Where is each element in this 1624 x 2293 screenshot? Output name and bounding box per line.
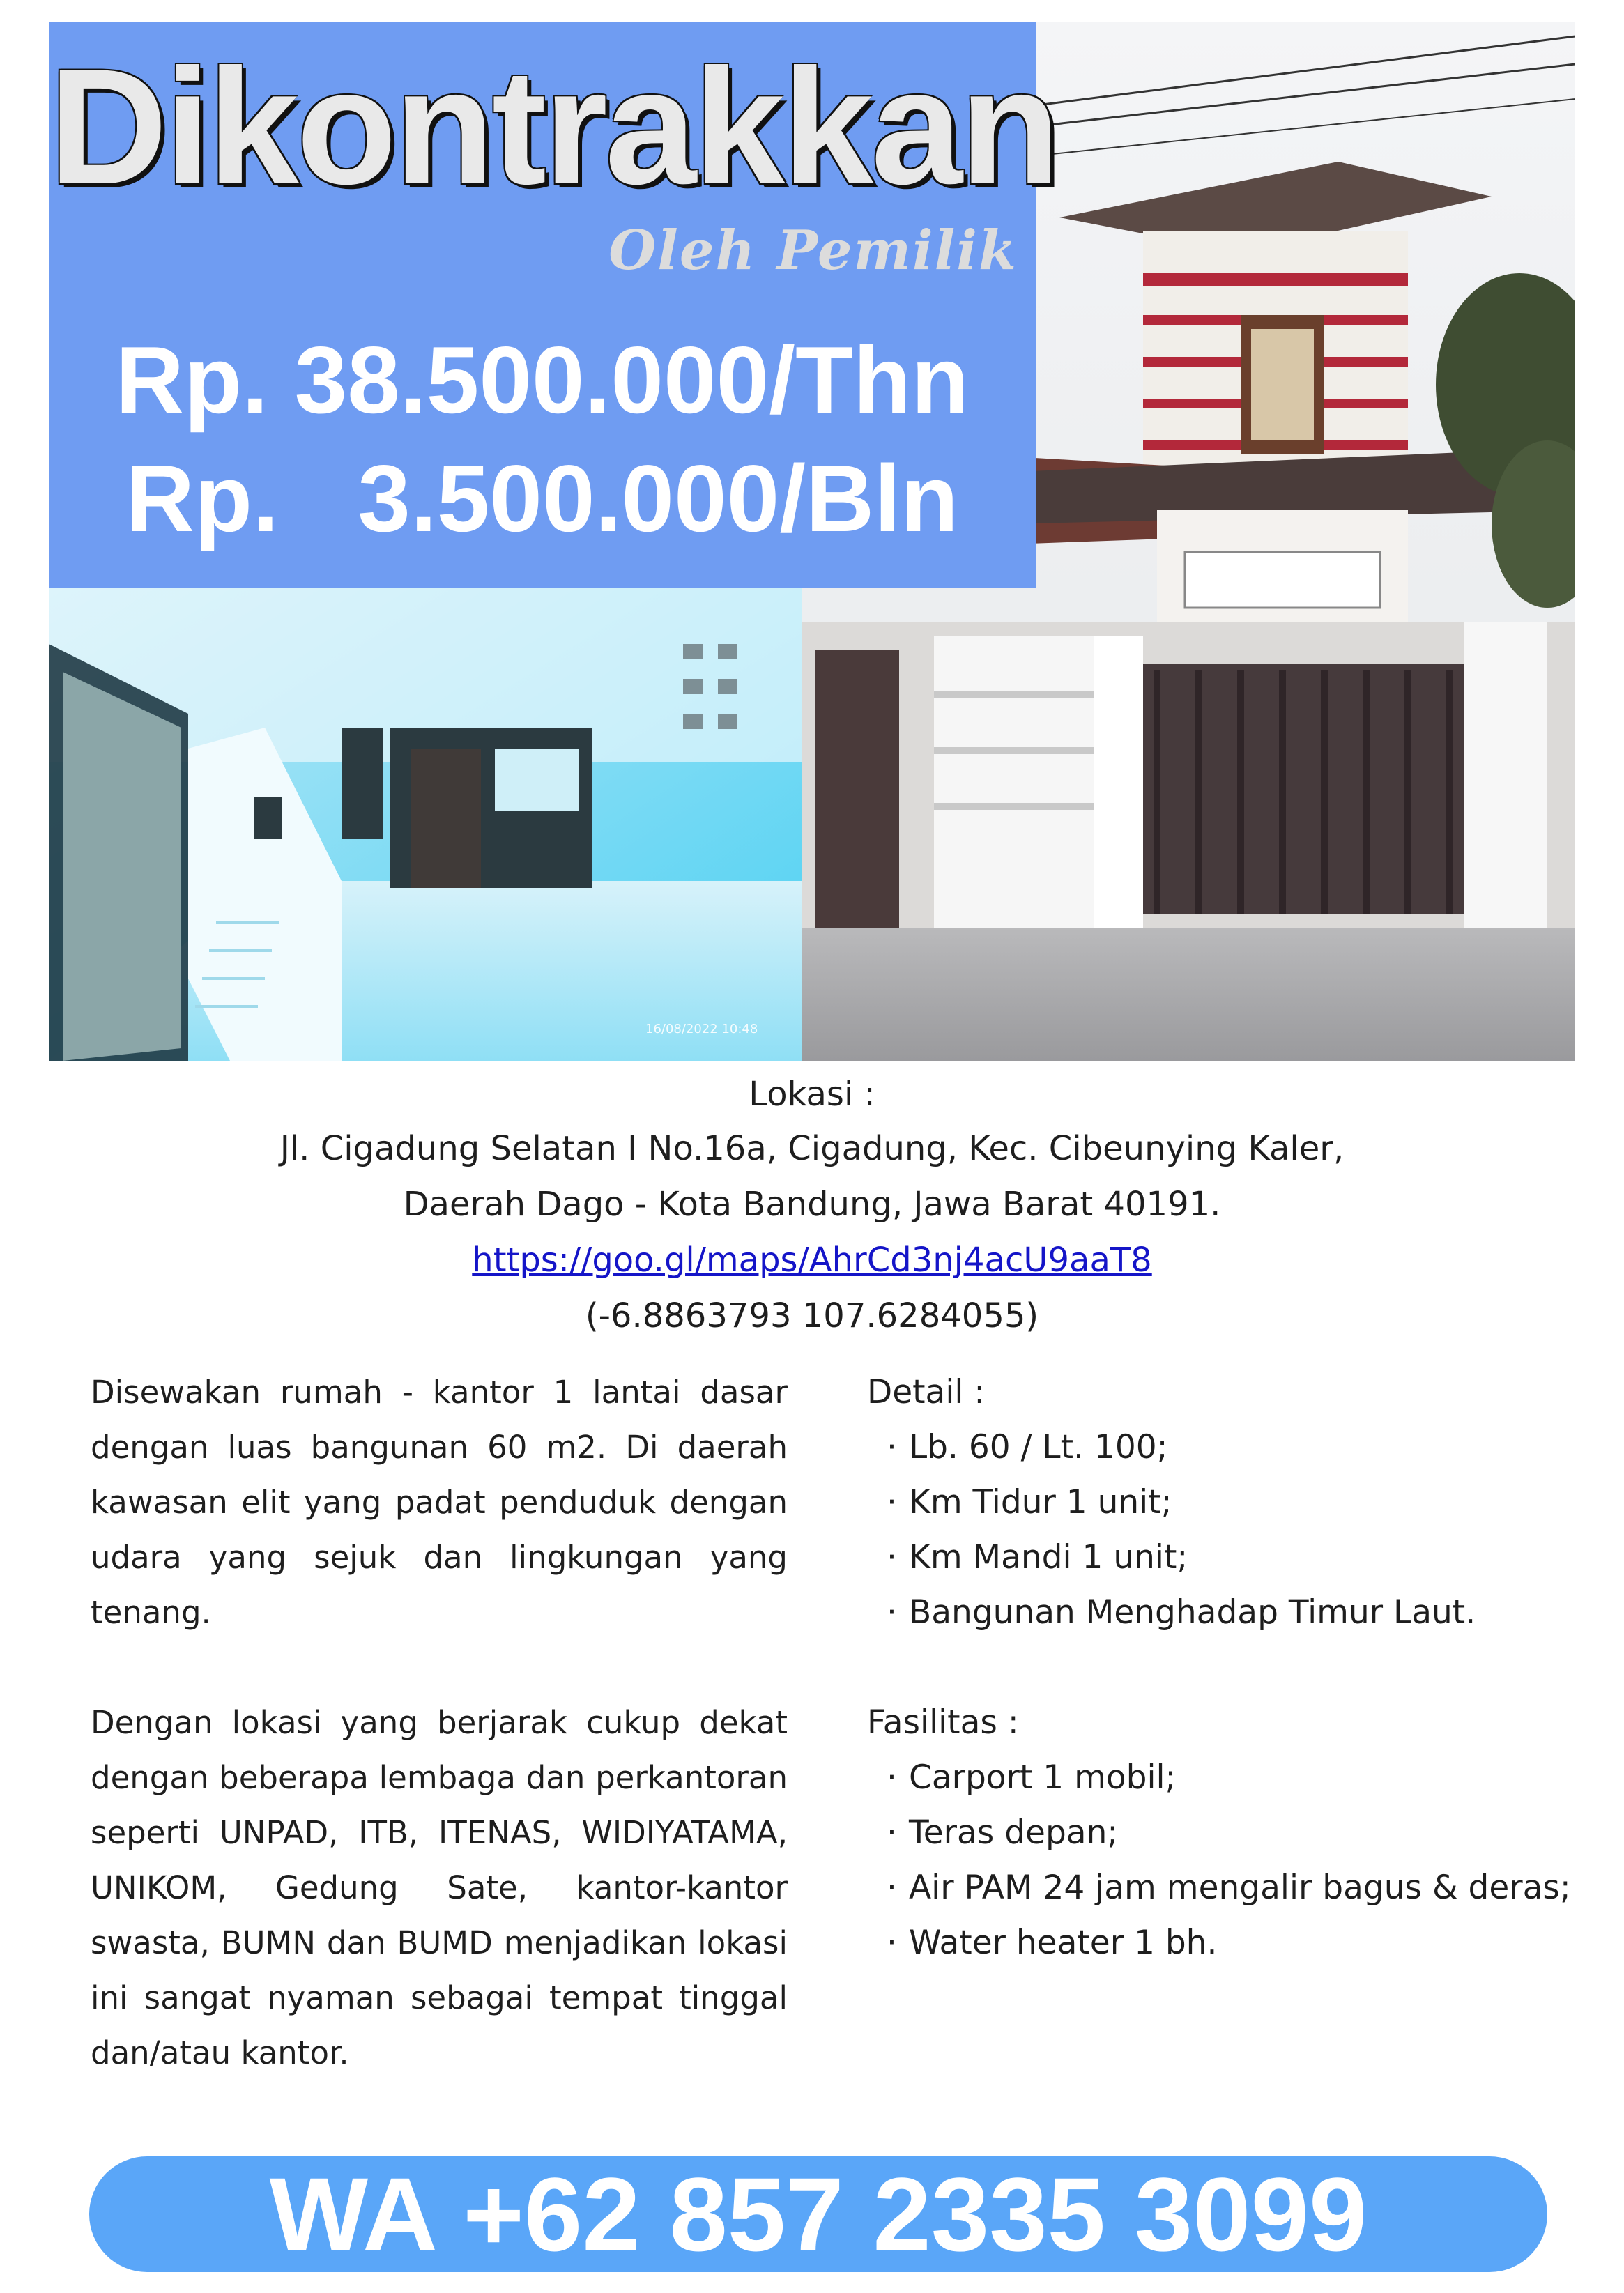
map-link[interactable]: https://goo.gl/maps/AhrCd3nj4acU9aaT8	[472, 1241, 1152, 1280]
page-title: Dikontrakkan	[49, 35, 1058, 219]
description	[91, 1365, 788, 2135]
facilities-list	[867, 1750, 1571, 1970]
facility-item: · Carport 1 mobil;	[867, 1750, 1571, 1805]
description-paragraph-1: Disewakan rumah - kantor 1 lantai dasar dengan luas bangunan 60 m2. Di daerah kawasan elit yang padat penduduk dengan udara yang sejuk dan lingkungan yang tenang.	[91, 1374, 788, 1631]
whatsapp-contact-bar[interactable]	[89, 2156, 1547, 2272]
whatsapp-number: WA +62 857 2335 3099	[269, 2156, 1368, 2273]
location-label: Lokasi :	[749, 1075, 875, 1114]
subtitle: Oleh Pemilik	[608, 219, 1018, 282]
facility-item: · Water heater 1 bh.	[867, 1915, 1571, 1970]
facility-item: · Air PAM 24 jam mengalir bagus & deras;	[867, 1860, 1571, 1915]
detail-item: · Km Mandi 1 unit;	[867, 1530, 1571, 1585]
header-box	[49, 22, 1058, 588]
coordinates: (-6.8863793 107.6284055)	[585, 1296, 1039, 1335]
price-per-year: Rp. 38.500.000/Thn	[115, 327, 970, 433]
interior-photo	[49, 588, 802, 1061]
price-per-month: Rp. 3.500.000/Bln	[125, 445, 959, 551]
detail-list	[867, 1420, 1571, 1640]
address-line-2: Daerah Dago - Kota Bandung, Jawa Barat 40191.	[403, 1185, 1221, 1224]
description-paragraph-2: Dengan lokasi yang berjarak cukup dekat dengan beberapa lembaga dan perkantoran seperti UNPAD, ITB, ITENAS, WIDIYATAMA, UNIKOM, Gedung Sate, kantor-kantor swasta, BUMN dan BUMD menjadikan lokasi ini sangat nyaman sebagai tempat tinggal dan/atau kantor.	[91, 1704, 788, 2071]
map-link-row	[0, 1239, 1624, 1281]
address-line-1: Jl. Cigadung Selatan I No.16a, Cigadung, Kec. Cibeunying Kaler,	[279, 1129, 1345, 1168]
photo-timestamp: 16/08/2022 10:48	[645, 1022, 758, 1036]
detail-item: · Bangunan Menghadap Timur Laut.	[867, 1585, 1571, 1640]
facilities-title: Fasilitas :	[867, 1703, 1019, 1742]
facility-item: · Teras depan;	[867, 1805, 1571, 1860]
detail-item: · Lb. 60 / Lt. 100;	[867, 1420, 1571, 1475]
detail-title: Detail :	[867, 1373, 986, 1411]
details-column	[867, 1365, 1571, 2025]
detail-item: · Km Tidur 1 unit;	[867, 1475, 1571, 1530]
